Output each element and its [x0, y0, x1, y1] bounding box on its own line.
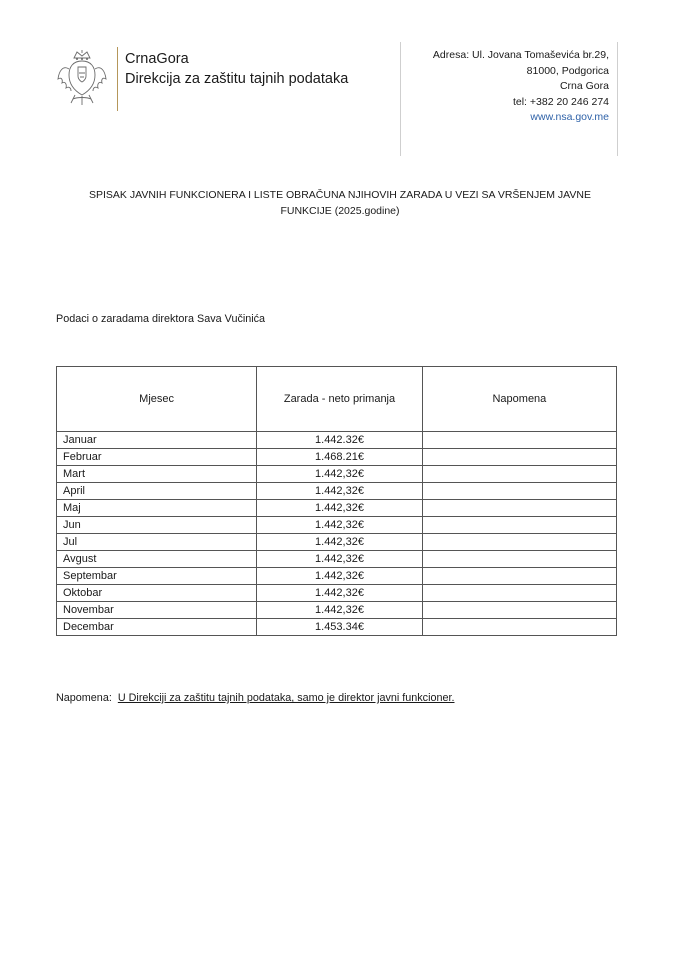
- note-cell: [422, 432, 616, 449]
- salary-cell: 1.442,32€: [257, 500, 423, 517]
- table-row: [57, 500, 617, 517]
- note-cell: [422, 534, 616, 551]
- note-cell: [422, 500, 616, 517]
- table-row: [57, 483, 617, 500]
- salary-cell: 1.442,32€: [257, 534, 423, 551]
- table-row: [57, 585, 617, 602]
- salary-cell: 1.442,32€: [257, 551, 423, 568]
- table-row: [57, 449, 617, 466]
- table-row: [57, 517, 617, 534]
- salary-cell: 1.442,32€: [257, 466, 423, 483]
- table-row: [57, 432, 617, 449]
- salary-cell: 1.442,32€: [257, 568, 423, 585]
- letterhead-left: [55, 47, 348, 111]
- table-row: [57, 466, 617, 483]
- title-line-1: SPISAK JAVNIH FUNKCIONERA I LISTE OBRAČUNA NJIHOVIH ZARADA U VEZI SA VRŠENJEM JAVNE: [89, 189, 591, 201]
- month-cell: Jun: [57, 517, 257, 534]
- agency-name: Direkcija za zaštitu tajnih podataka: [125, 71, 349, 87]
- salary-cell: 1.442,32€: [257, 483, 423, 500]
- month-cell: Avgust: [57, 551, 257, 568]
- month-cell: Maj: [57, 500, 257, 517]
- note-cell: [422, 551, 616, 568]
- salary-cell: 1.453.34€: [257, 619, 423, 636]
- salary-cell: 1.442,32€: [257, 602, 423, 619]
- address-country: Crna Gora: [559, 80, 609, 92]
- montenegro-coat-of-arms-icon: [55, 49, 109, 107]
- country-name: CrnaGora: [125, 51, 189, 67]
- address-city: 81000, Podgorica: [526, 64, 609, 77]
- table-header-row: [57, 367, 617, 432]
- note-cell: [422, 466, 616, 483]
- month-cell: Februar: [57, 449, 257, 466]
- salary-cell: 1.442,32€: [257, 517, 423, 534]
- footnote-label: Napomena:: [56, 692, 112, 704]
- salary-table: [56, 366, 617, 636]
- month-cell: Jul: [57, 534, 257, 551]
- month-cell: Januar: [57, 432, 257, 449]
- note-cell: [422, 602, 616, 619]
- note-cell: [422, 449, 616, 466]
- section-subheading: Podaci o zaradama direktora Sava Vučinića: [56, 313, 266, 325]
- month-cell: April: [57, 483, 257, 500]
- salary-cell: 1.442,32€: [257, 585, 423, 602]
- note-cell: [422, 483, 616, 500]
- note-cell: [422, 517, 616, 534]
- table-row: [57, 602, 617, 619]
- table-row: [57, 534, 617, 551]
- header-salary: Zarada - neto primanja: [257, 367, 423, 432]
- table-row: [57, 551, 617, 568]
- month-cell: Novembar: [57, 602, 257, 619]
- address-street: Adresa: Ul. Jovana Tomaševića br.29,: [432, 49, 609, 61]
- note-cell: [422, 585, 616, 602]
- phone-number: tel: +382 20 246 274: [512, 95, 609, 108]
- table-row: [57, 619, 617, 636]
- header-divider: [117, 47, 118, 111]
- contact-block: [400, 42, 618, 156]
- salary-cell: 1.442.32€: [257, 432, 423, 449]
- header-month: Mjesec: [57, 367, 257, 432]
- header-note: Napomena: [422, 367, 616, 432]
- month-cell: Mart: [57, 466, 257, 483]
- month-cell: Septembar: [57, 568, 257, 585]
- month-cell: Oktobar: [57, 585, 257, 602]
- address: [433, 48, 609, 126]
- organization-name: [125, 47, 348, 89]
- footnote: [56, 692, 455, 704]
- note-cell: [422, 568, 616, 585]
- footnote-text: U Direkciji za zaštitu tajnih podataka, samo je direktor javni funkcioner.: [117, 692, 455, 704]
- document-title: [60, 187, 620, 219]
- note-cell: [422, 619, 616, 636]
- salary-cell: 1.468.21€: [257, 449, 423, 466]
- month-cell: Decembar: [57, 619, 257, 636]
- title-line-2: FUNKCIJE (2025.godine): [280, 205, 400, 217]
- table-row: [57, 568, 617, 585]
- website-link[interactable]: www.nsa.gov.me: [530, 111, 609, 123]
